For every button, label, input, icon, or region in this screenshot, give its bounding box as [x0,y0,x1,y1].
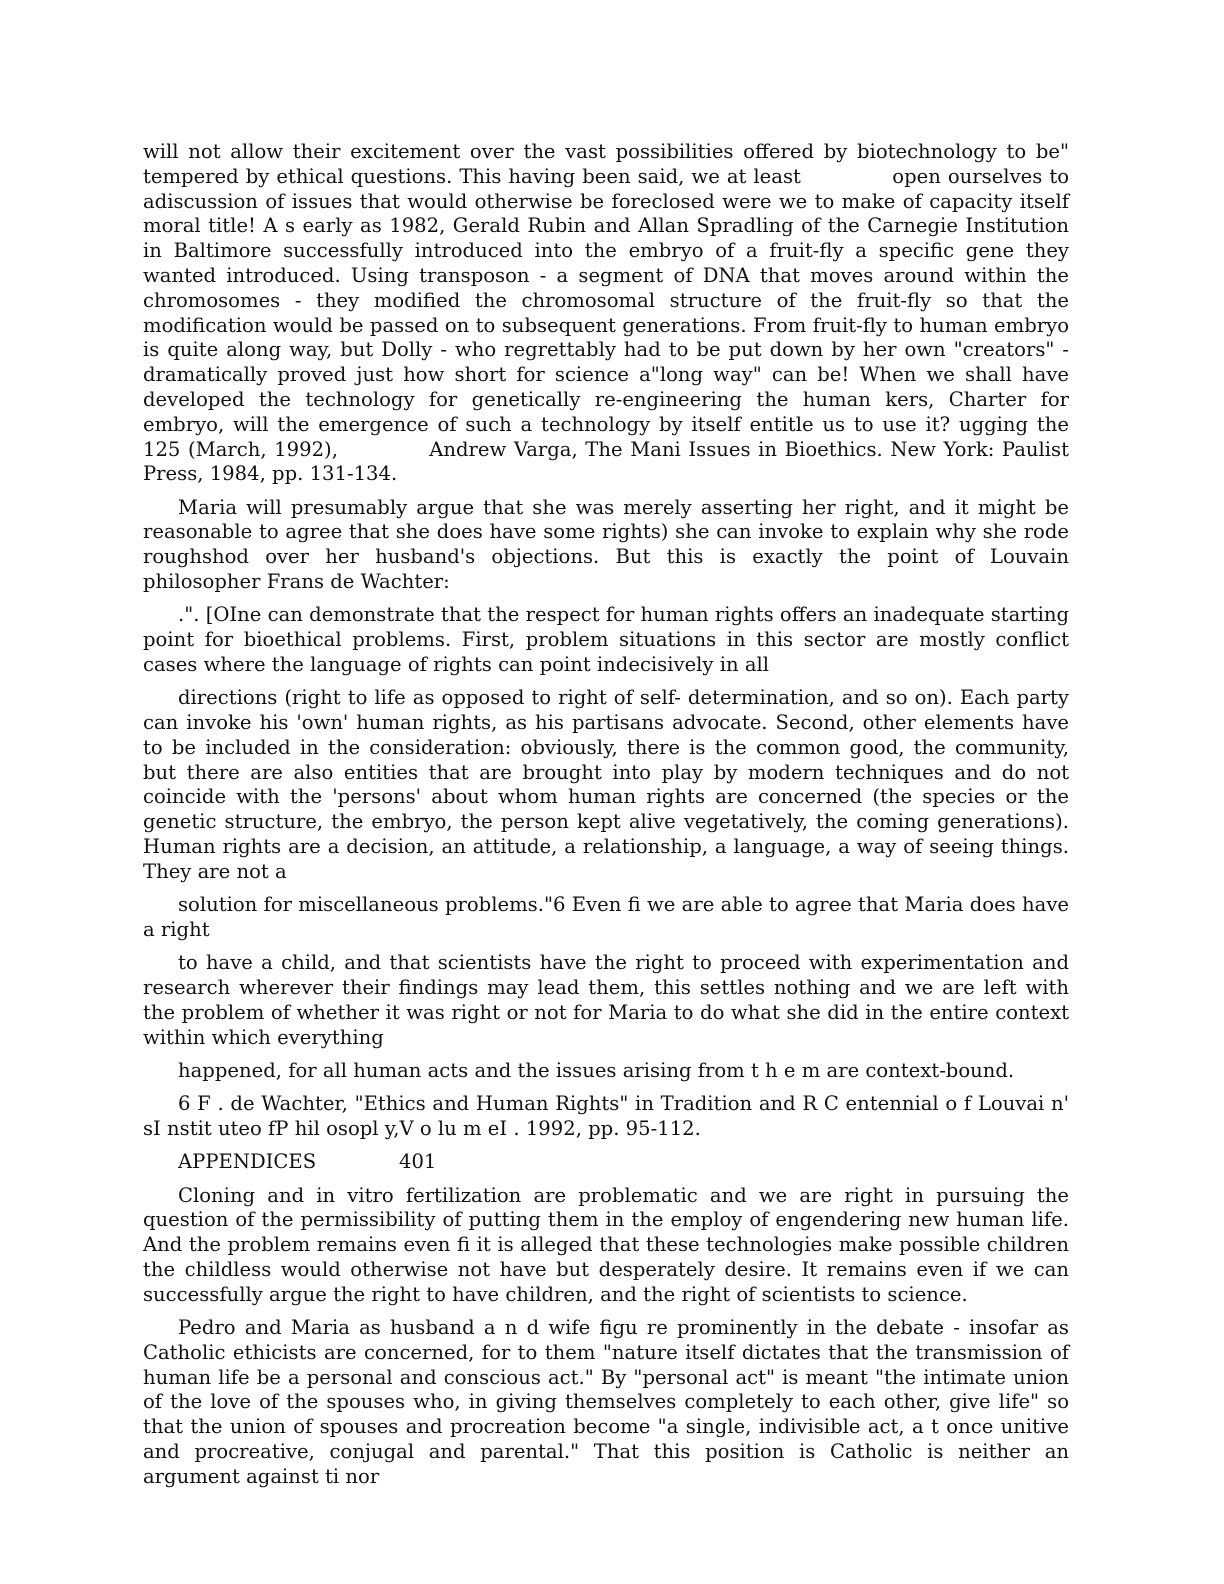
paragraph-context-bound: happened, for all human acts and the issues arising from t h e m are context-bound. [178,1058,1015,1082]
paragraph-biotechnology: will not allow their excitement over the vast possibilities offered by biotechnology to be" tempered by ethical questions. This having been said, we at least open ourselves to adiscussion of issues that would otherwise be foreclosed were we to make of capacity itself moral title! A s early as 1982, Gerald Rubin and Allan Spradling of the Carnegie Institution in Baltimore successfully introduced into the embryo of a fruit-fly a specific gene they wanted introduced. Using transposon - a segment of DNA that moves around within the chromosomes - they modified the chromosomal structure of the fruit-fly so that the modification would be passed on to subsequent generations. From fruit-fly to human embryo is quite along way, but Dolly - who regrettably had to be put down by her own "creators" - dramatically proved just how short for science a"long way" can be! When we shall have developed the technology for genetically re-engineering the human kers, Charter for embryo, will the emergence of such a technology by itself entitle us to use it? ugging the 125 (March, 1992), Andrew Varga, The Mani Issues in Bioethics. New York: Paulist Press, 1984, pp. 131-134. [143,140,1069,486]
paragraph-quote-end: solution for miscellaneous problems."6 Even fi we are able to agree that Maria does have a right [143,893,1069,941]
paragraph-have-child: to have a child, and that scientists have the right to proceed with experimentation and research wherever their findings may lead them, this settles nothing and we are left with the problem of whether it was right or not for Maria to do what she did in the entire context within which everything [143,951,1069,1049]
paragraph-maria-rights: Maria will presumably argue that she was merely asserting her right, and it might be reasonable to agree that she does have some rights) she can invoke to explain why she rode roughshod over her husband's objections. But this is exactly the point of Louvain philosopher Frans de Wachter: [143,495,1069,594]
paragraph-quote-start: .". [OIne can demonstrate that the respect for human rights offers an inadequate starting point for bioethical problems. First, problem situations in this sector are mostly conflict cases where the language of rights can point indecisively in all [143,603,1069,676]
running-header [143,1150,1069,1175]
paragraph-quote-directions: directions (right to life as opposed to right of self- determination, and so on). Each party can invoke his 'own' human rights, as his partisans advocate. Second, other elements have to be included in the consideration: obviously, there is the common good, the community, but there are also entities that are brought into play by modern techniques and do not coincide with the 'persons' about whom human rights are concerned (the species or the genetic structure, the embryo, the person kept alive vegetatively, the coming generations). Human rights are a decision, an attitude, a relationship, a language, a way of seeing things. They are not a [143,686,1069,883]
paragraph-cloning: Cloning and in vitro fertilization are problematic and we are right in pursuing the question of the permissibility of putting them in the employ of engendering new human life. And the problem remains even fi it is alleged that these technologies make possible children the childless would otherwise not have but desperately desire. It remains even if we can successfully argue the right to have children, and the right of scientists to science. [143,1183,1069,1306]
paragraph-pedro-maria: Pedro and Maria as husband a n d wife figu re prominently in the debate - insofar as Catholic ethicists are concerned, for to them "nature itself dictates that the transmission of human life be a personal and conscious act." By "personal act" is meant "the intimate union of the love of the spouses who, in giving themselves completely to each other, give life" so that the union of spouses and procreation become "a single, indivisible act, a t once unitive and procreative, conjugal and parental." That this position is Catholic is neither an argument against ti nor [143,1316,1069,1488]
footnote-de-wachter: 6 F . de Wachter, "Ethics and Human Rights" in Tradition and R C entennial o f Louvai n' sI nstit uteo fP hil osopl y,V o lu m eI . 1992, pp. 95-112. [143,1092,1069,1140]
page-number: 401 [399,1150,437,1174]
document-page [143,140,1069,1498]
running-header-label: APPENDICES [178,1150,317,1174]
